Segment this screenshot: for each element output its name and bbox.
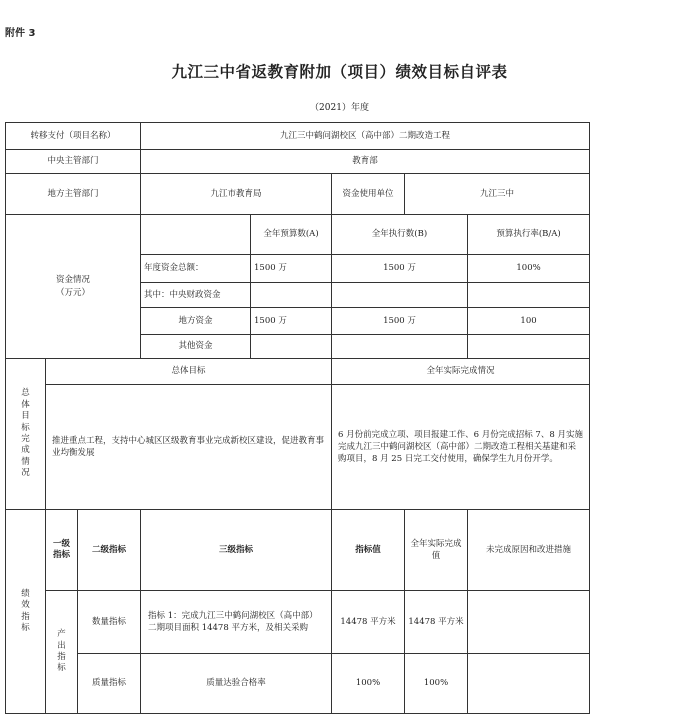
- indicator-actual: 14478 平方米: [405, 591, 468, 654]
- funds-label-line2: （万元）: [55, 287, 90, 298]
- actual-value-header: 全年实际完成值: [405, 510, 468, 591]
- overall-actual-header: 全年实际完成情况: [332, 359, 590, 385]
- page-title: 九江三中省返教育附加（项目）绩效目标自评表: [171, 62, 508, 81]
- funds-row-label: 年度资金总额：: [141, 255, 251, 283]
- indicator-reason: [468, 591, 590, 654]
- funds-row-label: 地方资金: [141, 308, 251, 335]
- indicator-reason: [468, 654, 590, 714]
- output-indicator-text: 产出指标: [57, 629, 66, 674]
- funds-row-label: 其中：中央财政资金: [141, 283, 251, 308]
- overall-actual-text: 6 月份前完成立项、项目报建工作、6 月份完成招标 7、8 月实施完成九江三中鹤问湖校区（高中部）二期改造工程相关基建和采购项目，8 月 25 日完工交付使用，确保学生九月份开学。: [332, 385, 590, 510]
- indicator-value: 14478 平方米: [332, 591, 405, 654]
- col-budget-header: 全年预算数(A): [251, 215, 332, 255]
- level1-header-text: 一级指标: [53, 538, 71, 560]
- funds-row-executed: 1500 万: [332, 308, 468, 335]
- funds-row-executed: 1500 万: [332, 255, 468, 283]
- funds-row-rate: 100: [468, 308, 590, 335]
- funds-row-rate: [468, 335, 590, 359]
- funds-row-executed: [332, 283, 468, 308]
- project-label: 转移支付（项目名称）: [6, 123, 141, 150]
- funds-row-rate: 100%: [468, 255, 590, 283]
- evaluation-table: [5, 122, 590, 714]
- indicator-level3: 指标 1：完成九江三中鹤问湖校区（高中部）二期项目面积 14478 平方米，及相关采购: [141, 591, 332, 654]
- fund-unit-label: 资金使用单位: [332, 174, 405, 215]
- funds-row-label: 其他资金: [141, 335, 251, 359]
- reason-header: 未完成原因和改进措施: [468, 510, 590, 591]
- value-header: 指标值: [332, 510, 405, 591]
- local-dept-value: 九江市教育局: [141, 174, 332, 215]
- central-dept-row: [6, 150, 590, 174]
- output-indicator-label: [46, 591, 78, 714]
- indicator-row: [6, 591, 590, 654]
- level2-header: 二级指标: [78, 510, 141, 591]
- funds-header-row: [6, 215, 590, 255]
- overall-header-row: [6, 359, 590, 385]
- indicator-level2: 数量指标: [78, 591, 141, 654]
- indicator-level3: 质量达验合格率: [141, 654, 332, 714]
- project-value: 九江三中鹤问湖校区（高中部）二期改造工程: [141, 123, 590, 150]
- funds-row-executed: [332, 335, 468, 359]
- indicator-row: [6, 654, 590, 714]
- indicators-label: [6, 510, 46, 714]
- indicators-label-text: 绩效指标: [21, 588, 30, 633]
- local-dept-row: [6, 174, 590, 215]
- funds-row-rate: [468, 283, 590, 308]
- project-row: [6, 123, 590, 150]
- overall-target-text: 推进重点工程，支持中心城区区级教育事业完成新校区建设，促进教育事业均衡发展: [46, 385, 332, 510]
- central-dept-value: 教育部: [141, 150, 590, 174]
- overall-content-row: [6, 385, 590, 510]
- indicator-actual: 100%: [405, 654, 468, 714]
- level1-header: [46, 510, 78, 591]
- overall-label: [6, 359, 46, 510]
- funds-label-line1: 资金情况: [55, 275, 90, 286]
- indicator-value: 100%: [332, 654, 405, 714]
- indicator-level2: 质量指标: [78, 654, 141, 714]
- overall-target-header: 总体目标: [46, 359, 332, 385]
- funds-header-blank: [141, 215, 251, 255]
- funds-row-budget: 1500 万: [251, 255, 332, 283]
- funds-row-budget: [251, 335, 332, 359]
- indicator-header-row: [6, 510, 590, 591]
- funds-row-budget: [251, 283, 332, 308]
- year-label: （2021）年度: [310, 103, 369, 113]
- local-dept-label: 地方主管部门: [6, 174, 141, 215]
- level3-header: 三级指标: [141, 510, 332, 591]
- col-executed-header: 全年执行数(B): [332, 215, 468, 255]
- funds-label: [6, 215, 141, 359]
- central-dept-label: 中央主管部门: [6, 150, 141, 174]
- funds-row-budget: 1500 万: [251, 308, 332, 335]
- overall-label-text: 总体目标完成情况: [21, 388, 30, 479]
- col-rate-header: 预算执行率(B/A): [468, 215, 590, 255]
- attachment-label: 附件 3: [5, 28, 36, 39]
- fund-unit-value: 九江三中: [405, 174, 590, 215]
